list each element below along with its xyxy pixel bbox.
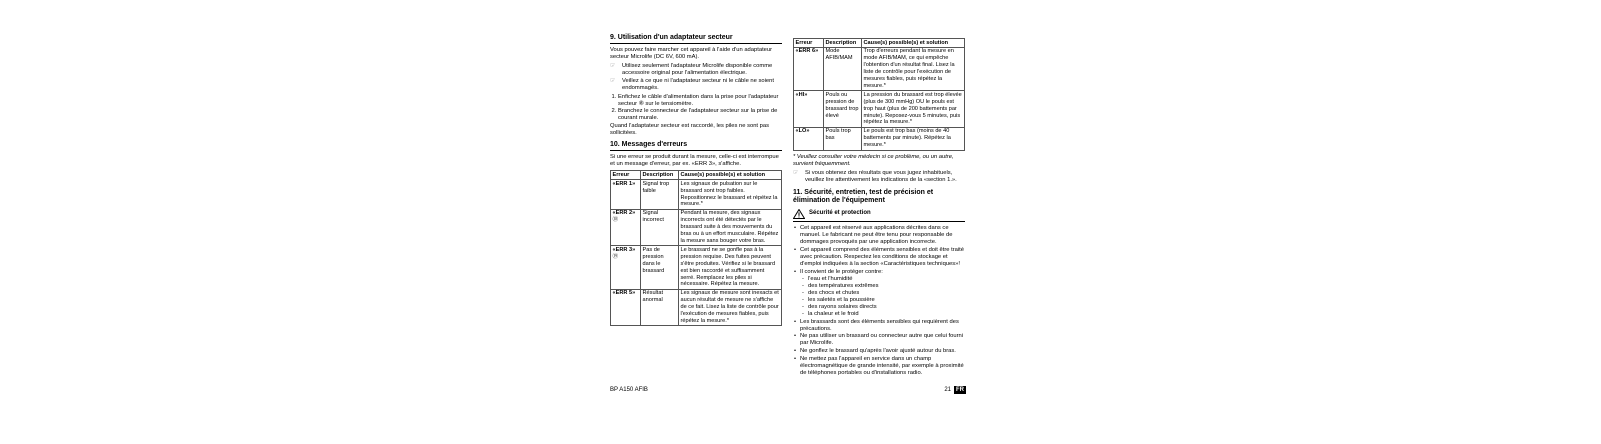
table-row <box>794 91 965 128</box>
protection-sublist <box>800 276 965 319</box>
section-9-intro: Vous pouvez faire marcher cet appareil à l'aide d'un adaptateur secteur Microlife (DC 6V, 600 mA). <box>610 47 773 61</box>
symbol-ref: ⑲ <box>612 253 619 260</box>
right-column <box>793 34 965 377</box>
col-header: Description <box>641 171 679 180</box>
error-code: «ERR 3» <box>612 246 636 253</box>
warning-triangle-icon <box>793 209 805 219</box>
error-code-cell <box>611 209 641 246</box>
section-10-title: 10. Messages d'erreurs <box>610 141 782 151</box>
table-row <box>611 209 782 246</box>
list-item: • Cet appareil comprend des éléments sensibles et doit être traité avec précaution. Respectez les conditions de stockage et d'emploi indiquées à la section «Caractéristiques techniques»! <box>800 247 965 268</box>
safety-subtitle: Sécurité et protection <box>809 210 871 217</box>
page-footer <box>610 387 966 396</box>
error-desc: Pouls ou pression de brassard trop élevé <box>824 91 862 128</box>
error-desc: Pas de pression dans le brassard <box>641 246 679 289</box>
sublist-item: - des chocs et chutes <box>808 290 965 297</box>
error-code: «ERR 2» <box>612 210 636 217</box>
sublist-item: - la chaleur et le froid <box>808 311 965 318</box>
section-10-intro: Si une erreur se produit durant la mesure, celle-ci est interrompue et un message d'erreur, par ex. «ERR 3», s'affiche. <box>610 154 779 168</box>
error-code-cell <box>611 180 641 210</box>
section-9-title: 9. Utilisation d'un adaptateur secteur <box>610 34 782 44</box>
list-item: • Les brassards sont des éléments sensibles qui requièrent des précautions. <box>800 319 965 333</box>
step-item: 2. Branchez le connecteur de l'adaptateur secteur sur la prise de courant murale. <box>618 108 782 122</box>
step-item: 1. Enfichez le câble d'alimentation dans la prise pour l'adaptateur secteur ⑧ sur le tensiomètre. <box>618 94 782 108</box>
table-row <box>611 289 782 326</box>
error-cause: Trop d'erreurs pendant la mesure en mode AFIB/MAM, ce qui empêche l'obtention d'un résultat final. Lisez la liste de contrôle pour l'exécution de mesures fiables, puis répétez la mesure.* <box>862 47 965 90</box>
error-cause: Le brassard ne se gonfle pas à la pression requise. Des fuites peuvent s'être produites. Vérifiez si le brassard est bien raccordé et suffisamment serré. Remplacez les piles si nécessaire. Répétez la mesure. <box>679 246 782 289</box>
error-desc: Signal incorrect <box>641 209 679 246</box>
error-code-cell <box>611 289 641 326</box>
col-header: Erreur <box>794 39 824 48</box>
steps-list <box>610 94 782 122</box>
table-row <box>611 180 782 210</box>
manual-page <box>610 34 966 400</box>
error-cause: Les signaux de mesure sont inexacts et aucun résultat de mesure ne s'affiche de ce fait. Lisez la liste de contrôle pour l'exécution de mesures fiables, puis répétez la mesure.* <box>679 289 782 326</box>
note <box>793 170 965 184</box>
symbol-ref: ⑱ <box>612 217 619 224</box>
list-item-text: Il convient de le protéger contre: <box>800 268 883 275</box>
safety-list <box>793 225 965 377</box>
error-cause: Les signaux de pulsation sur le brassard sont trop faibles. Repositionnez le brassard et répétez la mesure.* <box>679 180 782 210</box>
sublist-item: - des rayons solaires directs <box>808 304 965 311</box>
col-header: Cause(s) possible(s) et solution <box>679 171 782 180</box>
error-code: «ERR 1» <box>612 180 636 187</box>
col-header: Cause(s) possible(s) et solution <box>862 39 965 48</box>
sublist-item: - des températures extrêmes <box>808 283 965 290</box>
section-9-outro: Quand l'adaptateur secteur est raccordé, les piles ne sont pas sollicitées. <box>610 122 770 137</box>
section-11-title: 11. Sécurité, entretien, test de précision et élimination de l'équipement <box>793 188 934 204</box>
error-cause: La pression du brassard est trop élevée (plus de 300 mmHg) OU le pouls est trop haut (plus de 200 battements par minute). Reposez-vous 5 minutes, puis répétez la mesure.* <box>862 91 965 128</box>
language-badge: FR <box>956 387 964 393</box>
error-code-cell <box>611 246 641 289</box>
model-name: BP A150 AFIB <box>610 387 648 393</box>
error-code: «LO» <box>794 127 824 150</box>
sublist-item: - les saletés et la poussière <box>808 297 965 304</box>
sublist-item: - l'eau et l'humidité <box>808 276 965 283</box>
error-cause: Le pouls est trop bas (moins de 40 battements par minute). Répétez la mesure.* <box>862 127 965 150</box>
note <box>610 78 782 92</box>
table-row <box>794 47 965 90</box>
error-desc: Pouls trop bas <box>824 127 862 150</box>
list-item: • Cet appareil est réservé aux applications décrites dans ce manuel. Le fabricant ne peut être tenu pour responsable de dommages provoqués par une application incorrecte. <box>800 225 965 246</box>
error-desc: Mode AFIB/MAM <box>824 47 862 90</box>
pointing-hand-icon: ☞ <box>610 63 616 70</box>
list-item <box>800 269 965 319</box>
note-text: Si vous obtenez des résultats que vous jugez inhabituels, veuillez lire attentivement les indications de la «section 1.». <box>805 169 957 183</box>
list-item: • Ne pas utiliser un brassard ou connecteur autre que celui fourni par Microlife. <box>800 333 965 347</box>
page-number: 21 <box>944 387 951 393</box>
col-header: Description <box>824 39 862 48</box>
note-text: Veillez à ce que ni l'adaptateur secteur ni le câble ne soient endommagés. <box>622 78 774 92</box>
pointing-hand-icon: ☞ <box>793 169 799 176</box>
table-row <box>794 127 965 150</box>
pointing-hand-icon: ☞ <box>610 78 616 85</box>
footnote: * Veuillez consulter votre médecin si ce problème, ou un autre, survient fréquemment. <box>793 153 954 167</box>
table-header-row <box>611 171 782 180</box>
col-header: Erreur <box>611 171 641 180</box>
table-header-row <box>794 39 965 48</box>
list-item: • Ne mettez pas l'appareil en service dans un champ électromagnétique de grande intensité, par exemple à proximité de téléphones portables ou d'installations radio. <box>800 356 965 377</box>
error-code: «HI» <box>794 91 824 128</box>
error-table-left <box>610 170 782 326</box>
list-item: • Ne gonflez le brassard qu'après l'avoir ajusté autour du bras. <box>800 348 965 355</box>
error-code: «ERR 6» <box>794 47 824 90</box>
error-cause: Pendant la mesure, des signaux incorrects ont été détectés par le brassard suite à des mouvements du bras ou à un effort musculaire. Répétez la mesure sans bouger votre bras. <box>679 209 782 246</box>
note <box>610 63 782 77</box>
table-row <box>611 246 782 289</box>
safety-subheading <box>793 209 965 222</box>
error-desc: Résultat anormal <box>641 289 679 326</box>
error-desc: Signal trop faible <box>641 180 679 210</box>
error-table-right <box>793 38 965 151</box>
note-text: Utilisez seulement l'adaptateur Microlife disponible comme accessoire original pour l'alimentation électrique. <box>622 63 773 77</box>
left-column <box>610 34 782 329</box>
error-code: «ERR 5» <box>612 290 636 297</box>
